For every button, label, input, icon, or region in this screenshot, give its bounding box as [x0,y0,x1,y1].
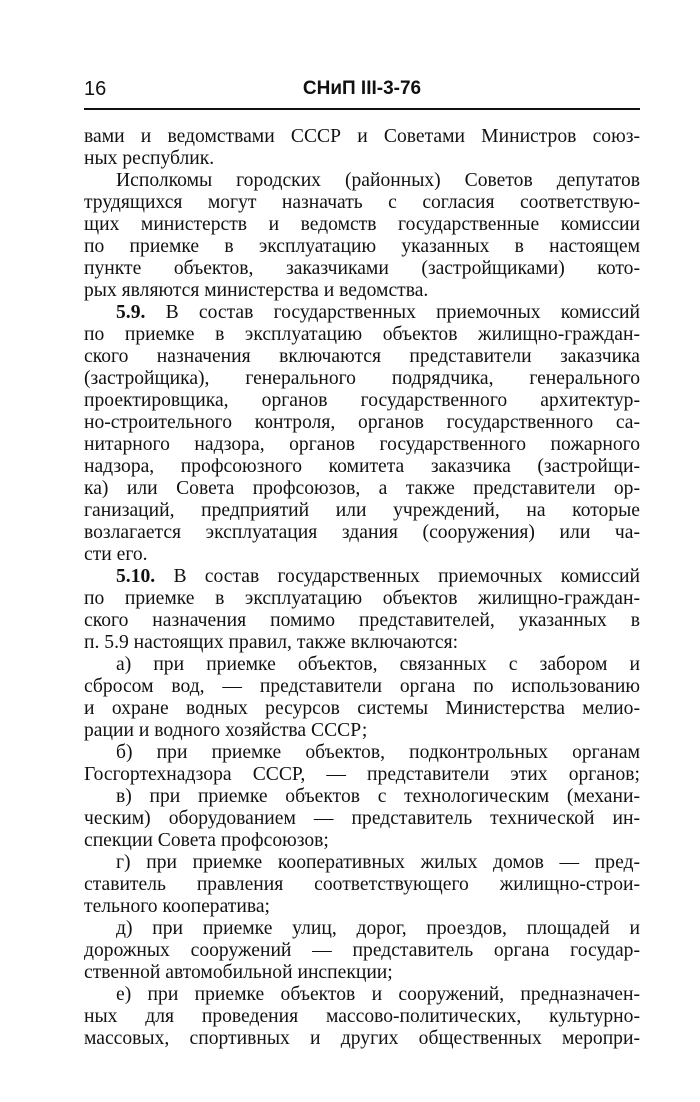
text-line: возлагается эксплуатация здания (сооружения) или ча- [84,522,640,543]
document-page [84,78,640,1050]
list-item-e: е) при приемке объектов и сооружений, предназначен- [116,984,640,1005]
clause-number: 5.9. [116,302,146,323]
text-line: по приемке в эксплуатацию объектов жилищно-граждан- [84,588,640,609]
text-line: пункте объектов, заказчиками (застройщиками) кото- [84,258,640,279]
document-code: СНиП III-3-76 [302,78,422,99]
clause-5-9-line: 5.9. В состав государственных приемочных комиссий [116,302,640,323]
clause-number: 5.10. [116,566,156,587]
text-line: ставитель правления соответствующего жилищно-строи- [84,874,640,895]
header-rule [84,108,640,110]
text-line: спекции Совета профсоюзов; [84,830,329,851]
text-line: сбросом вод, — представители органа по использованию [84,676,640,697]
text-line: Госгортехнадзора СССР, — представители этих органов; [84,764,640,785]
clause-5-10-line: 5.10. В состав государственных приемочных комиссий [116,566,640,587]
text-line: и охране водных ресурсов системы Министерства мелио- [84,698,640,719]
text-line: массовых, спортивных и других общественных меропри- [84,1028,640,1049]
page-number: 16 [84,78,107,100]
text-line: проектировщика, органов государственного архитектур- [84,390,640,411]
list-item-b: б) при приемке объектов, подконтрольных органам [116,742,640,763]
text-line: ческим) оборудованием — представитель технической ин- [84,808,640,829]
text-line: тельного кооператива; [84,896,270,917]
list-item-v: в) при приемке объектов с технологическим (механи- [116,786,640,807]
text-line: ка) или Совета профсоюзов, а также представители ор- [84,478,640,499]
text-line: ственной автомобильной инспекции; [84,962,393,983]
text-line: нитарного надзора, органов государственного пожарного [84,434,640,455]
text-line: рации и водного хозяйства СССР; [84,720,368,741]
list-item-g: г) при приемке кооперативных жилых домов — пред- [116,852,640,873]
text-line: трудящихся могут назначать с согласия соответствую- [84,192,640,213]
text-line: сти его. [84,544,148,565]
text-line: ского назначения включаются представители заказчика [84,346,640,367]
text-line: рых являются министерства и ведомства. [84,280,429,301]
text-line: (застройщика), генерального подрядчика, генерального [84,368,640,389]
text-line: ных республик. [84,148,215,169]
document-body [84,126,640,1050]
text-line: но-строительного контроля, органов государственного са- [84,412,640,433]
text-line: по приемке в эксплуатацию указанных в настоящем [84,236,640,257]
list-item-d: д) при приемке улиц, дорог, проездов, площадей и [116,918,640,939]
text-line: п. 5.9 настоящих правил, также включаются: [84,632,459,653]
text-line: надзора, профсоюзного комитета заказчика (застройщи- [84,456,640,477]
text-line: по приемке в эксплуатацию объектов жилищно-граждан- [84,324,640,345]
text-line: дорожных сооружений — представитель органа государ- [84,940,640,961]
text-line: щих министерств и ведомств государственные комиссии [84,214,640,235]
text-line: ганизаций, предприятий или учреждений, на которые [84,500,640,521]
list-item-a: а) при приемке объектов, связанных с забором и [116,654,640,675]
text-line: ского назначения помимо представителей, указанных в [84,610,640,631]
page-header [84,78,640,106]
text-line: Исполкомы городских (районных) Советов депутатов [116,170,640,191]
text-line: вами и ведомствами СССР и Советами Министров союз- [84,126,640,147]
text-line: ных для проведения массово-политических, культурно- [84,1006,640,1027]
